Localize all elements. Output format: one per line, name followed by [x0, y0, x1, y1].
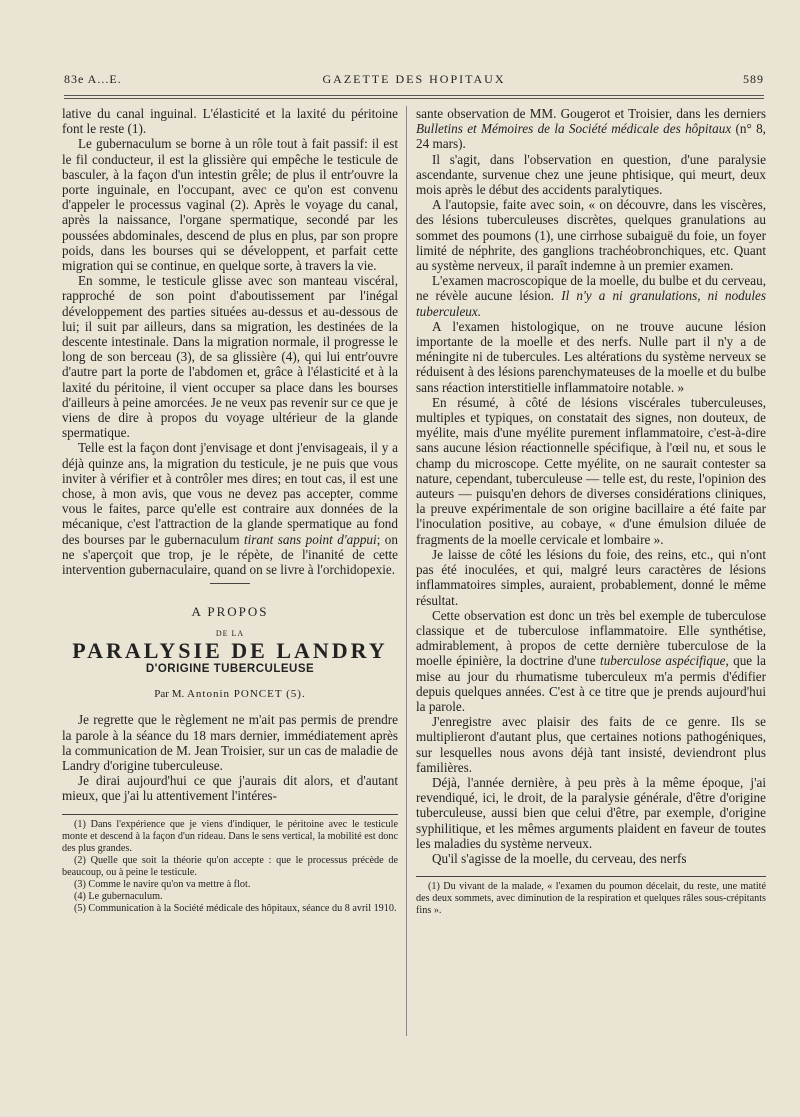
footnote: (3) Comme le navire qu'on va mettre à flot.	[74, 878, 251, 890]
paragraph: sante observation de MM. Gougerot et Troisier, dans les derniers Bulletins et Mémoires de la Société médicale des hôpitaux (n° 8, 24 mars).	[416, 106, 766, 152]
paragraph: Déjà, l'année dernière, à peu près à la même époque, j'ai revendiqué, ici, le droit, de la paralysie générale, d'être d'origine tuberculeuse, aussi bien que celui d'être, par exemple, d'origine syphilitique, et les mêmes arguments plaident en faveur de toutes les maladies du système nerveux.	[416, 774, 766, 851]
paragraph: Je dirai aujourd'hui ce que j'aurais dit alors, et d'autant mieux, que j'ai lu attentivement l'intéres-	[62, 773, 398, 804]
article-heading	[62, 604, 398, 702]
footnote: (1) Du vivant de la malade, « l'examen du poumon décelait, du reste, une matité des deux sommets, avec diminution de la respiration et quelques râles sous-crépitants fins ».	[416, 881, 766, 917]
paragraph: J'enregistre avec plaisir des faits de ce genre. Ils se multiplieront d'autant plus, que certaines notions pathogéniques, sur lesquelles nous avons déjà tant insisté, deviendront plus familières.	[416, 714, 766, 775]
issue-number: 83e A...E.	[64, 72, 122, 86]
italic-text: Bulletins et Mémoires de la Société médicale des hôpitaux	[416, 121, 732, 137]
paragraph: Je laisse de côté les lésions du foie, des reins, etc., qui n'ont pas été inoculées, et qui, malgré leurs caractères de lésions inflammatoires simples, auraient, probablement, donné le même résultat.	[416, 546, 766, 608]
heading-connector: DE LA	[215, 628, 245, 638]
footnotes-left	[62, 814, 398, 915]
paragraph: L'examen macroscopique de la moelle, du bulbe et du cerveau, ne révèle aucune lésion. Il n'y a ni granulations, ni nodules tuberculeux.	[416, 273, 767, 319]
paragraph: A l'autopsie, faite avec soin, « on découvre, dans les viscères, des lésions tuberculeuses discrètes, quelques granulations au sommet des poumons (1), une cirrhose subaiguë du foie, un foyer limité de néphrite, des ganglions trachéobronchiques, etc. Quant au système nerveux, il paraît indemne à un premier examen.	[416, 197, 766, 274]
journal-title: GAZETTE DES HOPITAUX	[322, 72, 506, 86]
paragraph: Qu'il s'agisse de la moelle, du cerveau, des nerfs	[432, 850, 687, 866]
italic-text: tirant sans point d'appui	[243, 531, 377, 547]
footnotes-right	[416, 876, 766, 917]
footnote: (1) Dans l'expérience que je viens d'indiquer, le péritoine avec le testicule monte et descend à la façon d'un rideau. Dans le sens vertical, la mobilité est donc des plus grandes.	[62, 818, 398, 854]
footnote: (5) Communication à la Société médicale des hôpitaux, séance du 8 avril 1910.	[74, 902, 397, 914]
footnote: (2) Quelle que soit la théorie qu'on accepte : que le processus précède de beaucoup, ou à peine le testicule.	[62, 854, 398, 878]
paragraph: Je regrette que le règlement ne m'ait pas permis de prendre la parole à la séance du 18 mars dernier, immédiatement après la communication de M. Jean Troisier, sur un cas de maladie de Landry d'origine tuberculeuse.	[62, 712, 398, 773]
author-name: Antonin PONCET (5).	[186, 688, 306, 701]
column-divider	[406, 106, 407, 1036]
article-subtitle: D'ORIGINE TUBERCULEUSE	[145, 662, 315, 675]
paragraph: Il s'agit, dans l'observation en question, d'une paralysie ascendante, survenue chez une jeune phtisique, qui meurt, deux mois après le début des accidents paralytiques.	[416, 151, 766, 198]
page-number: 589	[743, 72, 764, 86]
paragraph: Cette observation est donc un très bel exemple de tuberculose classique et de tuberculose inflammatoire. Elle synthétise, admirablement, à propos de cette dernière tuberculose de la moelle épinière, la doctrine d'une tuberculose aspécifique, que la mise au jour du rhumatisme tuberculeux m'a permis d'édifier depuis quelques années. C'est à ce titre que je prends aujourd'hui la parole.	[416, 607, 766, 714]
italic-text: tuberculose aspécifique	[600, 653, 726, 669]
article-title: PARALYSIE DE LANDRY	[72, 637, 388, 663]
running-head	[64, 72, 764, 90]
left-column	[62, 106, 398, 915]
italic-text: Il n'y a ni granulations, ni nodules tuberculeux.	[416, 288, 767, 319]
section-separator	[210, 583, 250, 584]
paragraph: Le gubernaculum se borne à un rôle tout à fait passif: il est le fil conducteur, il est la glissière qui empêche le testicule de basculer, à la façon d'un intestin grêle; de plus il entr'ouvre la porte inguinale, en l'occupant, avec ce qu'on est convenu d'appeler le processus vaginal (2). Après le voyage du canal, après la naissance, l'organe spermatique, secondé par les poussées abdominales, descend de plus en plus, par son propre poids, dans les bourses qui se développent, et parfait cette migration qui se continue, en quelque sorte, à travers la vie.	[62, 136, 398, 274]
right-column	[416, 106, 766, 917]
footnote: (4) Le gubernaculum.	[74, 890, 163, 902]
byline: Par M. Antonin PONCET (5).	[154, 688, 306, 701]
header-rule-top	[64, 95, 764, 96]
paragraph: A l'examen histologique, on ne trouve aucune lésion importante de la moelle et des nerfs. Nulle part il n'y a de méningite ni de tubercules. Les altérations du système nerveux se réduisent à des lésions parenchymateuses de la moelle et du bulbe sans réaction interstitielle inflammatoire notable. »	[416, 318, 766, 395]
paragraph: En somme, le testicule glisse avec son manteau viscéral, rapproché de son point d'aboutissement par l'inégal développement des parties situées au-dessus et au-dessous de lui; il suit par ailleurs, dans sa migration, les destinées de la descente intestinale. Dans la migration normale, il progresse le long de son berceau (3), de sa glissière (4), qui lui entr'ouvre d'autre part la porte de l'abdomen et, grâce à l'élasticité et à la laxité du péritoine, il vient occuper sa place dans les bourses d'ailleurs à peine amorcées. Je ne veux pas revenir sur ce que je viens de dire à propos du voyage ultérieur de la glande spermatique.	[62, 273, 398, 441]
header-rule-bottom	[64, 98, 764, 99]
paragraph: lative du canal inguinal. L'élasticité et la laxité du péritoine font le reste (1).	[62, 106, 398, 137]
heading-kicker: A PROPOS	[191, 604, 269, 620]
paragraph: En résumé, à côté de lésions viscérales tuberculeuses, multiples et typiques, on constatait des signes, non douteux, de myélite, mais d'une myélite purement inflammatoire, c'est-à-dire sans aucune lésion réactionnelle spécifique, à l'œil nu, et sous le champ du microscope. Cette myélite, on ne saurait contester sa nature, cependant, tuberculeuse — telle est, du reste, l'opinion des auteurs — puisqu'en dehors de diverses considérations cliniques, la preuve expérimentale de son origine bacillaire a été faite par l'inoculation positive, au cobaye, « d'une émulsion diluée de fragments de la moelle cervicale et lombaire ».	[416, 394, 766, 547]
paragraph: Telle est la façon dont j'envisage et dont j'envisageais, il y a déjà quinze ans, la migration du testicule, je ne puis que vous inviter à vérifier et à contrôler mes dires; en tout cas, il est une chose, à mon avis, que vous ne devez pas accepter, comme vous le faites, parce qu'elle est contraire aux données de la mécanique, c'est l'attraction de la glande spermatique au fond des bourses par le gubernaculum tirant sans point d'appui; on ne s'aperçoit que trop, je le répète, de l'inanité de cette intervention gubernaculaire, quand on se livre à l'orchidopexie.	[62, 440, 398, 578]
